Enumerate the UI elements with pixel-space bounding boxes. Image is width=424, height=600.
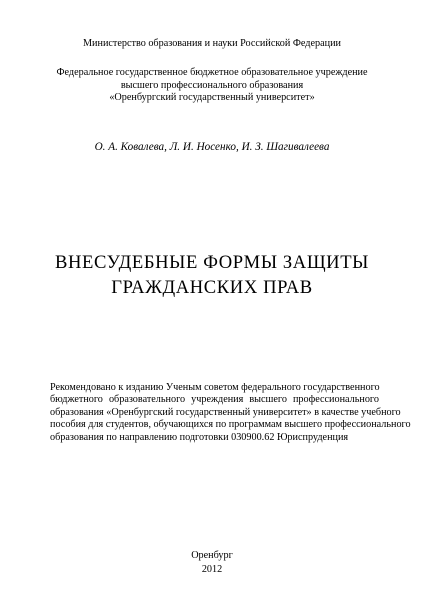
- recommendation-line: образования «Оренбургский государственный университет» в качестве учебного: [50, 406, 401, 418]
- recommendation-line: образования по направлению подготовки 030900.62 Юриспруденция: [50, 431, 349, 443]
- ministry-heading: Министерство образования и науки Российской Федерации: [82, 38, 341, 49]
- institution-line: Федеральное государственное бюджетное образовательное учреждение: [56, 67, 368, 78]
- institution-block: [0, 67, 424, 105]
- recommendation-line: пособия для студентов, обучающихся по программам высшего профессионального: [50, 419, 411, 431]
- publication-year: 2012: [201, 564, 223, 575]
- title-line: ВНЕСУДЕБНЫЕ ФОРМЫ ЗАЩИТЫ: [55, 252, 369, 273]
- recommendation-line: Рекомендовано к изданию Ученым советом федерального государственного: [50, 382, 380, 393]
- title-line: ГРАЖДАНСКИХ ПРАВ: [111, 277, 313, 298]
- authors: О. А. Ковалева, Л. И. Носенко, И. З. Шагивалеева: [94, 141, 330, 153]
- institution-line: высшего профессионального образования: [120, 79, 304, 91]
- institution-line: «Оренбургский государственный университет»: [109, 92, 315, 104]
- publication-city: Оренбург: [191, 550, 233, 561]
- book-title: [0, 250, 424, 300]
- recommendation-line: бюджетного образовательного учреждения высшего профессионального: [50, 394, 379, 406]
- recommendation-paragraph: [50, 382, 411, 444]
